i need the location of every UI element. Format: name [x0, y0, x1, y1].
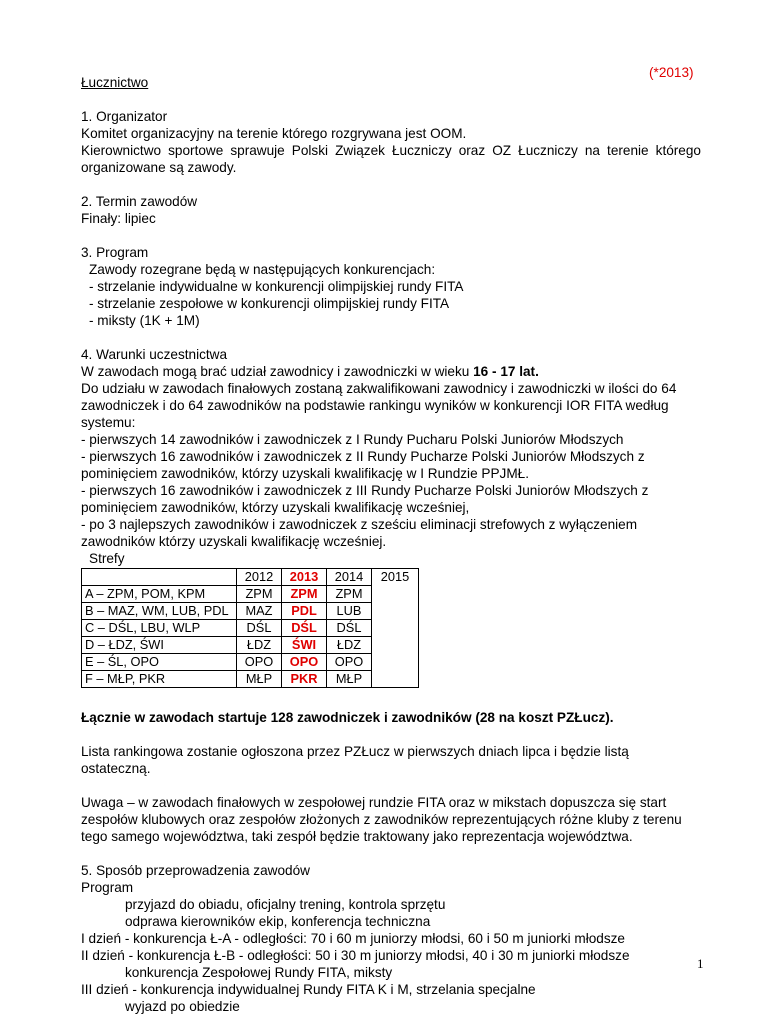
section-5-heading: 5. Sposób przeprowadzenia zawodów [81, 863, 310, 878]
total-participants-bold: Łącznie w zawodach startuje 128 zawodniczek i zawodników (28 na koszt PZŁucz). [81, 710, 614, 725]
section-4-item: - po 3 najlepszych zawodników i zawodniczek z sześciu eliminacji strefowych z wyłączeniem zawodników którzy uzyskali kwalifikację wcześniej. [81, 517, 638, 549]
team-note: Uwaga – w zawodach finałowych w zespołowej rundzie FITA oraz w mikstach dopuszcza się start zespołów klubowych oraz zespołów złożonych z zawodników reprezentujących różne kluby z terenu tego samego województwa, taki zespół będzie traktowany jako reprezentacja województwa. [81, 795, 682, 844]
year-2013-header: 2013 [282, 569, 327, 586]
section-4-item: - pierwszych 14 zawodników i zawodniczek z I Rundy Pucharu Polski Juniorów Młodszych [81, 432, 624, 447]
document-body [81, 74, 701, 1015]
ranking-note: Lista rankingowa zostanie ogłoszona przez PZŁucz w pierwszych dniach lipca i będzie listą ostateczną. [81, 744, 629, 776]
zone-2014: OPO [327, 654, 372, 671]
year-2015-header: 2015 [372, 569, 419, 688]
section-4-age [81, 363, 701, 380]
zones-row [82, 586, 419, 603]
zone-2013: ZPM [282, 586, 327, 603]
section-4-item: - pierwszych 16 zawodników i zawodniczek z III Rundy Pucharze Polski Juniorów Młodszych z pominięciem zawodników, którzy uzyskali kwalifikację wcześniej, [81, 483, 649, 515]
day-3-continued: wyjazd po obiedzie [125, 999, 240, 1014]
zone-name: F – MŁP, PKR [82, 671, 237, 688]
section-4-heading: 4. Warunki uczestnictwa [81, 347, 228, 362]
section-3-item: - strzelanie zespołowe w konkurencji olimpijskiej rundy FITA [89, 296, 450, 311]
zone-name: B – MAZ, WM, LUB, PDL [82, 603, 237, 620]
zone-name: D – ŁDZ, ŚWI [82, 637, 237, 654]
zone-2012: MAZ [237, 603, 282, 620]
section-3-intro: Zawody rozegrane będą w następujących konkurencjach: [89, 262, 436, 277]
year-tag: (*2013) [649, 65, 694, 80]
zone-2014: DŚL [327, 620, 372, 637]
section-3-item: - miksty (1K + 1M) [89, 313, 200, 328]
year-2014-header: 2014 [327, 569, 372, 586]
zone-2012: ŁDZ [237, 637, 282, 654]
section-2-line1: Finały: lipiec [81, 211, 156, 226]
zone-2014: ZPM [327, 586, 372, 603]
zone-2014: MŁP [327, 671, 372, 688]
zone-2012: MŁP [237, 671, 282, 688]
day-3: III dzień - konkurencja indywidualnej Rundy FITA K i M, strzelania specjalne [81, 982, 536, 997]
zone-name: C – DŚL, LBU, WLP [82, 620, 237, 637]
section-4-qualification: Do udziału w zawodach finałowych zostaną zakwalifikowani zawodnicy i zawodniczki w ilości do 64 zawodniczek i do 64 zawodników na podstawie rankingu wyników w konkurencji IOR FITA według systemu: [81, 381, 677, 430]
zones-row [82, 603, 419, 620]
zones-label: Strefy [89, 551, 125, 566]
program-label: Program [81, 880, 134, 895]
day-2: II dzień - konkurencja Ł-B - odległości: 50 i 30 m juniorzy młodsi, 40 i 30 m juniorki młodsze [81, 948, 630, 963]
program-line: odprawa kierowników ekip, konferencja techniczna [125, 914, 431, 929]
zone-2013: DŚL [282, 620, 327, 637]
section-3-item: - strzelanie indywidualne w konkurencji olimpijskiej rundy FITA [89, 279, 464, 294]
zones-row [82, 671, 419, 688]
year-2012-header: 2012 [237, 569, 282, 586]
age-text: W zawodach mogą brać udział zawodnicy i zawodniczki w wieku [81, 364, 474, 379]
zones-row [82, 620, 419, 637]
zone-2012: ZPM [237, 586, 282, 603]
section-1-line1: Komitet organizacyjny na terenie którego rozgrywana jest OOM. [81, 126, 467, 141]
age-bold: 16 - 17 lat. [473, 364, 539, 379]
zones-table [81, 568, 419, 688]
zones-row [82, 637, 419, 654]
zone-2013: ŚWI [282, 637, 327, 654]
zone-2014: ŁDZ [327, 637, 372, 654]
day-2-continued: konkurencja Zespołowej Rundy FITA, miksty [125, 965, 393, 980]
zone-2014: LUB [327, 603, 372, 620]
page-number: 1 [697, 956, 704, 971]
zone-name: E – ŚL, OPO [82, 654, 237, 671]
zone-2012: DŚL [237, 620, 282, 637]
program-line: przyjazd do obiadu, oficjalny trening, kontrola sprzętu [125, 897, 446, 912]
zone-name: A – ZPM, POM, KPM [82, 586, 237, 603]
section-1-heading: 1. Organizator [81, 109, 168, 124]
day-1: I dzień - konkurencja Ł-A - odległości: 70 i 60 m juniorzy młodsi, 60 i 50 m juniorki młodsze [81, 931, 625, 946]
zones-header-empty [82, 569, 237, 586]
document-title: Łucznictwo [81, 75, 149, 90]
zones-header-row [82, 569, 419, 586]
section-1-line2: Kierownictwo sportowe sprawuje Polski Związek Łuczniczy oraz OZ Łuczniczy na terenie którego organizowane są zawody. [81, 143, 701, 175]
section-2-heading: 2. Termin zawodów [81, 194, 198, 209]
zone-2013: PKR [282, 671, 327, 688]
section-3-heading: 3. Program [81, 245, 149, 260]
total-participants [81, 709, 701, 726]
zones-row [82, 654, 419, 671]
zone-2013: OPO [282, 654, 327, 671]
section-4-item: - pierwszych 16 zawodników i zawodniczek z II Rundy Pucharze Polski Juniorów Młodszych z pominięciem zawodników, którzy uzyskali kwalifikację w I Rundzie PPJMŁ. [81, 449, 645, 481]
zone-2013: PDL [282, 603, 327, 620]
zone-2012: OPO [237, 654, 282, 671]
